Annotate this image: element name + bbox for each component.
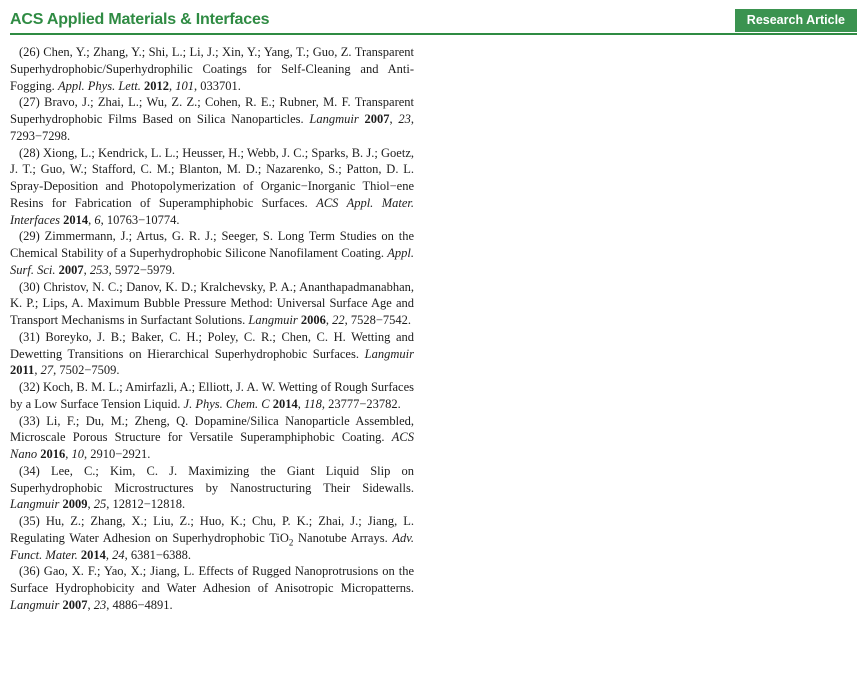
reference-text-segment: 2007 [58,262,84,277]
reference-text-segment: , 4886−4891. [106,597,173,612]
reference-text-segment: 2007 [364,112,390,126]
reference-text-segment: 118 [304,396,322,411]
reference-text-segment: 24 [112,547,125,562]
reference-item [10,329,414,379]
reference-text-segment: , [105,547,113,562]
reference-text-segment: (27) Bravo, J.; Zhai, L.; Wu, Z. Z.; Cohen, R. E.; Rubner, M. F. Transparent Superhydrophobic Films Based on Silica Nanoparticles. [10,95,414,126]
reference-text-segment: ACS Nano [10,430,414,461]
reference-text-segment: , [169,78,176,93]
header-rule [10,33,857,35]
reference-text-segment: Nanotube Arrays. [293,530,393,545]
reference-text-segment: , [34,363,41,378]
reference-text-segment: , 7502−7509. [53,363,120,378]
reference-text-segment: 2014 [80,547,106,562]
reference-text-segment: , [87,497,94,512]
reference-text-segment: Langmuir [248,313,301,327]
reference-text-segment: , [325,313,333,327]
reference-text-segment: 2007 [62,597,88,612]
reference-item [10,513,414,563]
reference-item [10,279,414,329]
references-list [10,44,414,614]
reference-text-segment: 6 [94,212,101,227]
reference-text-segment: (32) Koch, B. M. L.; Amirfazli, A.; Elliott, J. A. W. Wetting of Rough Surfaces by a Low Surface Tension Liquid. [10,380,414,411]
reference-text-segment: Langmuir [309,112,365,126]
reference-text-segment: (30) Christov, N. C.; Danov, K. D.; Kralchevsky, P. A.; Ananthapadmanabhan, K. P.; Lips, A. Maximum Bubble Pressure Method: Universal Surface Age and Transport Mechanisms in Surfactant Solutions. [10,279,414,327]
journal-title: ACS Applied Materials & Interfaces [10,11,270,28]
reference-item [10,379,414,413]
reference-text-segment: , [87,597,94,612]
reference-text-segment: 23 [398,112,411,126]
reference-item [10,44,414,94]
reference-text-segment: 25 [93,497,107,512]
reference-text-segment: (35) Hu, Z.; Zhang, X.; Liu, Z.; Huo, K.; Chu, P. K.; Zhai, J.; Jiang, L. Regulating Water Adhesion on Superhydrophobic TiO [10,514,414,545]
reference-text-segment: 2006 [300,313,326,327]
page-header [10,0,857,33]
reference-text-segment: 101 [175,78,195,93]
reference-text-segment: ACS Appl. Mater. Interfaces [10,195,414,227]
reference-text-segment: (26) Chen, Y.; Zhang, Y.; Shi, L.; Li, J.; Xin, Y.; Yang, T.; Guo, Z. Transparent Superhydrophobic/Superhydrophilic Coatings for Self-Cleaning and Anti-Fogging. [10,45,414,93]
reference-text-segment: , 033701. [194,78,241,93]
reference-text-segment: (29) Zimmermann, J.; Artus, G. R. J.; Seeger, S. Long Term Studies on the Chemical Stability of a Superhydrophobic Silicone Nanofilament Coating. [10,229,414,260]
reference-item [10,145,414,229]
reference-text-segment: Langmuir [364,346,414,361]
reference-item [10,94,414,144]
reference-text-segment: 27 [40,363,54,378]
reference-text-segment: J. Phys. Chem. C [183,396,273,411]
reference-text-segment: , 6381−6388. [124,547,192,562]
reference-text-segment: , [83,262,90,277]
reference-item [10,463,414,513]
reference-text-segment: , [88,212,95,227]
reference-text-segment: 2014 [63,212,89,227]
reference-text-segment: Appl. Phys. Lett. [57,78,145,93]
reference-text-segment: (34) Lee, C.; Kim, C. J. Maximizing the Giant Liquid Slip on Superhydrophobic Microstructures by Nanostructuring Their Sidewalls. [10,463,414,495]
reference-text-segment: , 10763−10774. [100,212,180,227]
reference-text-segment: Langmuir [10,597,63,612]
reference-text-segment: Appl. Surf. Sci. [10,246,414,277]
reference-text-segment: , 7528−7542. [344,313,412,327]
reference-text-segment: , 12812−12818. [106,497,186,512]
reference-text-segment: (33) Li, F.; Du, M.; Zheng, Q. Dopamine/Silica Nanoparticle Assembled, Microscale Porous Structure for Versatile Superamphiphobic Coating. [10,413,414,445]
reference-text-segment: 2016 [40,447,66,461]
reference-text-segment: (36) Gao, X. F.; Yao, X.; Jiang, L. Effects of Rugged Nanoprotrusions on the Surface Hydrophobicity and Water Adhesion of Anisotropic Micropatterns. [10,564,414,595]
reference-text-segment: 23 [93,597,107,612]
reference-text-segment: (28) Xiong, L.; Kendrick, L. L.; Heusser, H.; Webb, J. C.; Sparks, B. J.; Goetz, J. T.; Guo, W.; Stafford, C. M.; Blanton, M. D.; Nazarenko, S.; Patton, D. L. Spray-Deposition and Photopolymerization of Organic−Inorganic Thiol−ene Resins for Fabrication of Superamphiphobic Surfaces. [10,145,414,210]
reference-item [10,413,414,463]
reference-text-segment: Adv. Funct. Mater. [10,530,414,562]
reference-text-segment: 10 [71,447,84,461]
reference-text-segment: 253 [89,262,109,277]
reference-text-segment: (31) Boreyko, J. B.; Baker, C. H.; Poley, C. R.; Chen, C. H. Wetting and Dewetting Transitions on Hierarchical Superhydrophobic Surfaces. [10,329,414,361]
reference-text-segment: , [65,447,72,461]
reference-text-segment: , [389,112,399,126]
research-article-badge: Research Article [735,9,857,32]
reference-item [10,563,414,613]
reference-text-segment: , 5972−5979. [108,262,176,277]
reference-text-segment: 2 [288,537,294,548]
reference-text-segment: 2014 [272,396,298,411]
reference-text-segment: 22 [332,313,345,327]
reference-text-segment: 2011 [10,363,35,378]
reference-text-segment: Langmuir [10,497,63,512]
reference-text-segment: , [297,396,304,411]
reference-text-segment: , 7293−7298. [10,112,415,143]
reference-item [10,228,414,278]
reference-text-segment: 2009 [62,497,88,512]
reference-text-segment: , 2910−2921. [83,447,151,461]
reference-text-segment: 2012 [144,78,170,93]
reference-text-segment: , 23777−23782. [321,396,401,411]
